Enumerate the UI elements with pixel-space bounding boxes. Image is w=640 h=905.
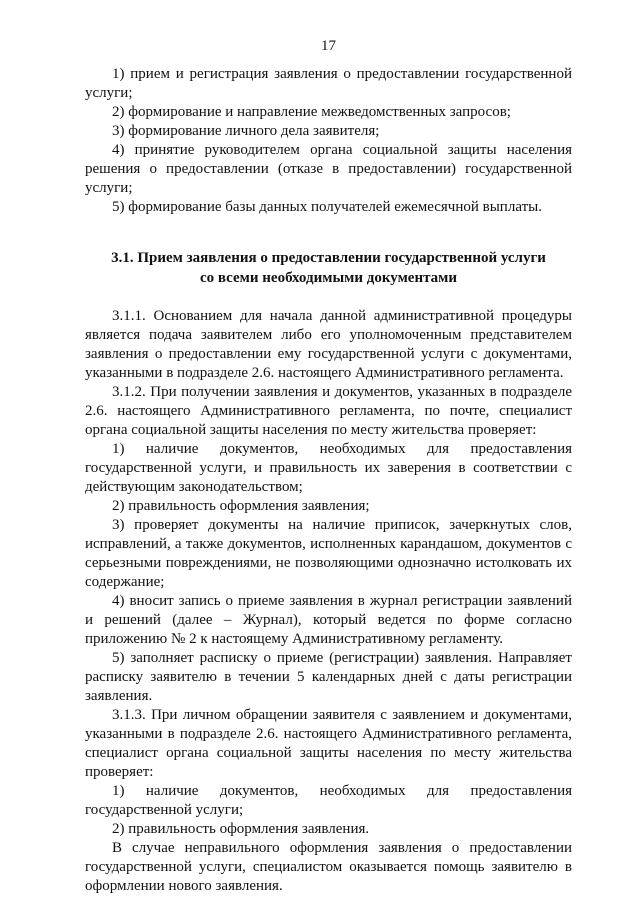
- paragraph: 1) наличие документов, необходимых для предоставления государственной услуги, и правильность их заверения в соответствии с действующим законодательством;: [85, 441, 572, 495]
- paragraph: В случае неправильного оформления заявления о предоставлении государственной услуги, специалистом оказывается помощь заявителю в оформлении нового заявления.: [85, 840, 572, 894]
- paragraph: 1) наличие документов, необходимых для предоставления государственной услуги;: [85, 783, 572, 818]
- paragraph: 2) правильность оформления заявления.: [112, 821, 370, 837]
- section-heading: [85, 248, 572, 288]
- paragraph: 3.1.2. При получении заявления и документов, указанных в подразделе 2.6. настоящего Административного регламента, по почте, специалист органа социальной защиты населения по месту жительства проверяет:: [85, 384, 572, 438]
- procedure-list: [85, 65, 572, 217]
- paragraph: 3.1.3. При личном обращении заявителя с заявлением и документами, указанными в подразделе 2.6. настоящего Административного регламента, специалист органа социальной защиты населения по месту жительства проверяет:: [85, 707, 572, 780]
- list-item: 3) формирование личного дела заявителя;: [112, 123, 380, 139]
- paragraph: 5) заполняет расписку о приеме (регистрации) заявления. Направляет расписку заявителю в течении 5 календарных дней с даты регистрации заявления.: [85, 650, 572, 704]
- paragraph: 2) правильность оформления заявления;: [112, 498, 370, 514]
- list-item: 2) формирование и направление межведомственных запросов;: [112, 104, 511, 120]
- section-heading-line: 3.1. Прием заявления о предоставлении государственной услуги: [111, 250, 546, 266]
- list-item: 5) формирование базы данных получателей ежемесячной выплаты.: [112, 199, 542, 215]
- section-body: [85, 307, 572, 896]
- paragraph: 4) вносит запись о приеме заявления в журнал регистрации заявлений и решений (далее – Журнал), который ведется по форме согласно приложению № 2 к настоящему Административному регламенту.: [85, 593, 572, 647]
- page-number: 17: [321, 38, 336, 54]
- paragraph: 3.1.1. Основанием для начала данной административной процедуры является подача заявителем либо его уполномоченным представителем заявления о предоставлении ему государственной услуги с документами, указанными в подразделе 2.6. настоящего Административного регламента.: [85, 308, 572, 381]
- paragraph: 3) проверяет документы на наличие приписок, зачеркнутых слов, исправлений, а также документов, исполненных карандашом, документов с серьезными повреждениями, не позволяющими однозначно истолковать их содержание;: [85, 517, 572, 590]
- section-heading-line: со всеми необходимыми документами: [199, 270, 458, 286]
- list-item: 4) принятие руководителем органа социальной защиты населения решения о предоставлении (отказе в предоставлении) государственной услуги;: [85, 142, 572, 196]
- list-item: 1) прием и регистрация заявления о предоставлении государственной услуги;: [85, 66, 572, 101]
